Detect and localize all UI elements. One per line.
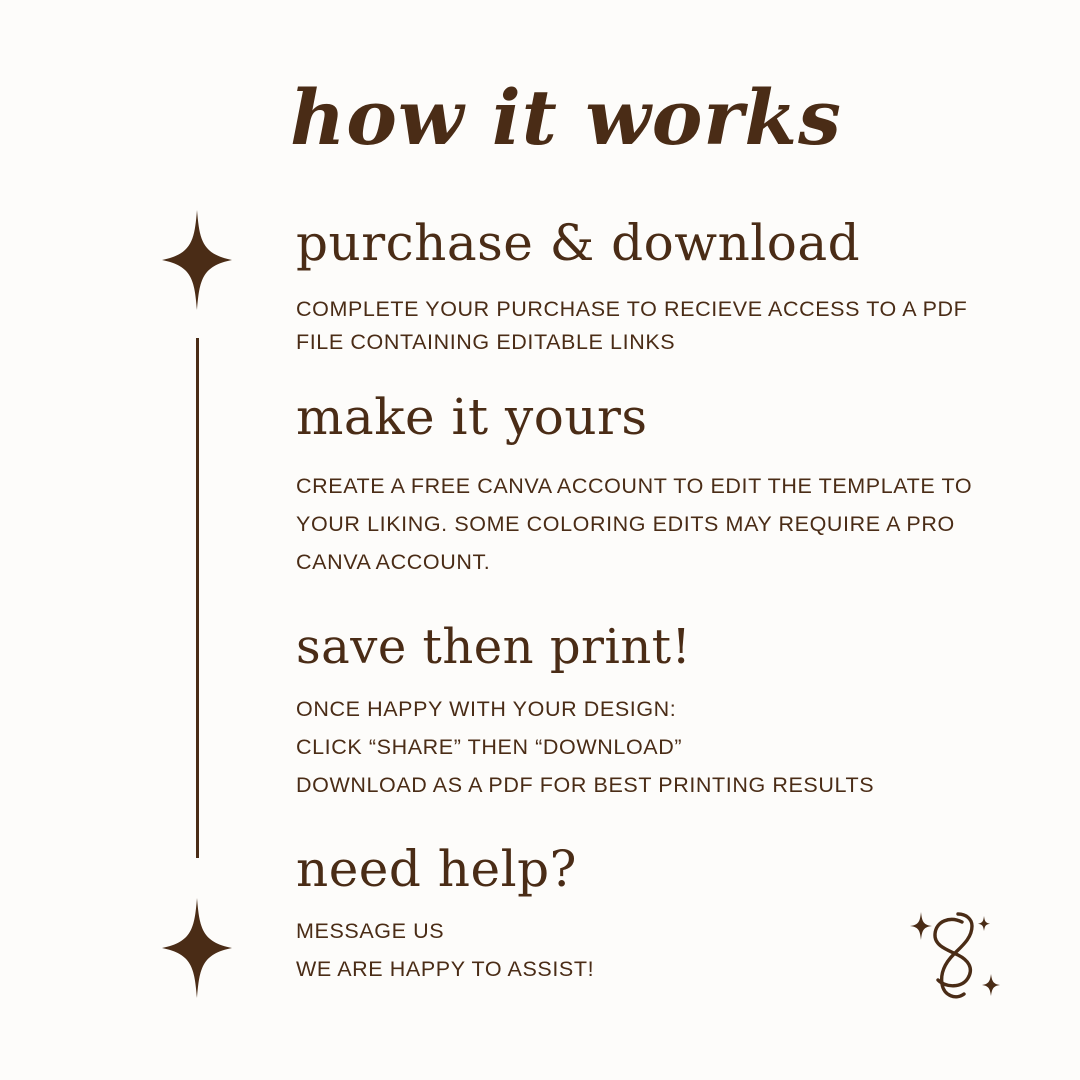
section-body-line: WE ARE HAPPY TO ASSIST! [296, 956, 595, 981]
section-body: CREATE A FREE CANVA ACCOUNT TO EDIT THE TEMPLATE TO YOUR LIKING. SOME COLORING EDITS MAY REQUIRE A PRO CANVA ACCOUNT. [296, 473, 973, 575]
four-point-star-icon-bottom [162, 898, 232, 998]
section-body [296, 690, 976, 805]
four-point-star-icon-top [162, 210, 232, 310]
section-body-line: DOWNLOAD AS A PDF FOR BEST PRINTING RESULTS [296, 773, 875, 798]
section-make-it-yours [296, 390, 996, 603]
section-body-line: MESSAGE US [296, 919, 445, 943]
section-heading: need help? [296, 840, 577, 898]
section-heading: make it yours [296, 388, 648, 446]
section-body: COMPLETE YOUR PURCHASE TO RECIEVE ACCESS TO A PDF FILE CONTAINING EDITABLE LINKS [296, 296, 968, 354]
section-heading: save then print! [296, 619, 692, 675]
vertical-divider [196, 338, 199, 858]
section-body [296, 913, 976, 988]
page-title: how it works [290, 73, 842, 162]
section-save-then-print [296, 621, 996, 805]
section-purchase-and-download [296, 216, 996, 381]
section-body-line: ONCE HAPPY WITH YOUR DESIGN: [296, 696, 677, 721]
section-heading: purchase & download [296, 214, 861, 272]
script-monogram-logo [888, 888, 1018, 1018]
section-body-line: CLICK “SHARE” THEN “DOWNLOAD” [296, 735, 683, 760]
